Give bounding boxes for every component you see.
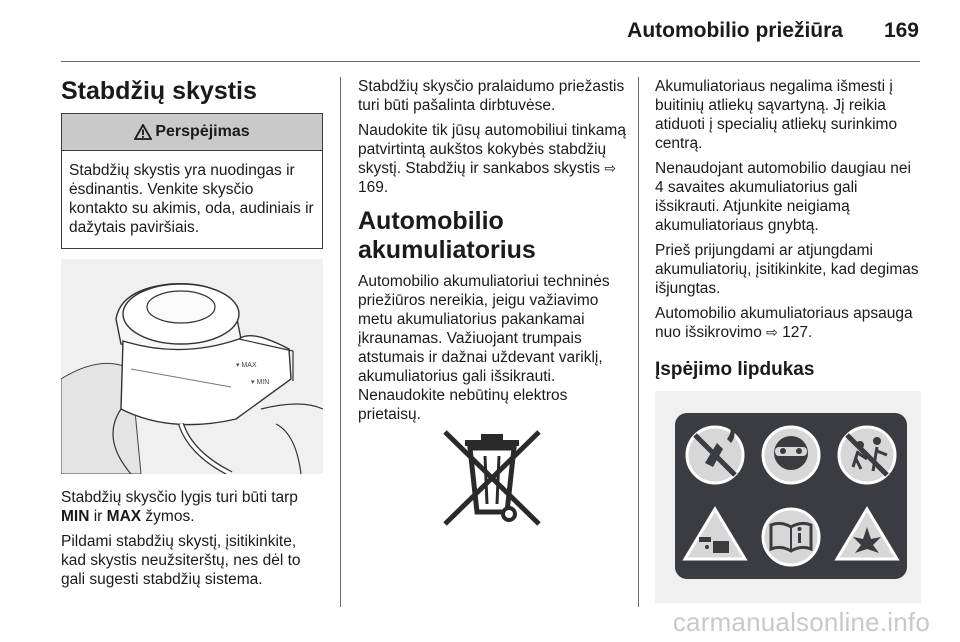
no-fire-sign (687, 425, 743, 483)
battery-warning-signs (655, 391, 921, 603)
keep-children-away-sign (839, 427, 895, 483)
max-mark: MAX (106, 508, 142, 525)
column-3 (655, 77, 921, 603)
read-manual-sign (763, 509, 819, 565)
min-mark: MIN (61, 508, 90, 525)
header-rule (61, 61, 920, 62)
section-title-battery: Automobilio akumuliatorius (358, 207, 536, 264)
battery-text: Automobilio akumuliatoriui techninės priežiūros nereikia, jeigu važiavimo metu akumuliatorius pakankamai įkraunamas. Važiuojant trumpais atstumais ir dažnai uždevant variklį, akumuliatorius gali išsikrauti. Nenaudokite nebūtinų elektros prietaisų. (358, 273, 610, 423)
refill-text: Pildami stabdžių skystį, įsitikinkite, kad skystis neužsiteršt‍ų, nes dėl to gali sugesti stabdžių sistema. (61, 533, 301, 588)
reference-arrow-icon: ⇨ (766, 324, 778, 340)
page-number: 169 (883, 19, 919, 42)
svg-text:▾ MAX: ▾ MAX (236, 362, 257, 369)
disposal-symbol (358, 430, 626, 530)
page-reference[interactable]: 127. (782, 324, 813, 341)
disposal-text: Akumuliatoriaus negalima išmesti į buitinių atliekų sąvartyną. Jį reikia atiduoti į specialių atliekų surinkimo centrą. (655, 78, 898, 152)
ignition-text: Prieš prijungdami ar atjungdami akumuliatorių, įsitikinkite, kad degimas išjungtas. (655, 242, 919, 297)
fluid-quality-text: Naudokite tik jūsų automobiliui tinkamą patvirtintą aukštos kokybės stabdžių skystį. Stabdžių ir sankabos skystis ⇨ 169. (358, 122, 626, 196)
warning-label: Perspėjimas (155, 123, 250, 140)
warning-body (62, 151, 322, 248)
discharge-protection-text: Automobilio akumuliatoriaus apsauga nuo išsikrovimo ⇨ 127. (655, 305, 913, 341)
watermark: carmanualsonline.info (672, 607, 930, 637)
running-title: Automobilio priežiūra (627, 19, 843, 42)
svg-text:▾ MIN: ▾ MIN (251, 379, 270, 386)
warning-box (61, 113, 323, 249)
warning-triangle-icon (134, 124, 152, 140)
reference-arrow-icon: ⇨ (604, 160, 617, 176)
eye-protection-sign (763, 427, 819, 483)
warning-header (62, 114, 322, 151)
column-1 (61, 77, 323, 595)
storage-text: Nenaudojant automobilio daugiau nei 4 savaites akumuliatorius gali išsikrauti. Atjunkite neigiamą akumuliatoriaus gnybtą. (655, 160, 911, 234)
page-reference[interactable]: 169. (358, 179, 389, 196)
brake-reservoir-drawing (61, 259, 323, 474)
column-2 (358, 77, 626, 530)
page-header (0, 0, 960, 62)
leak-text: Stabdžių skysčio pralaidumo priežastis turi būti pašalinta dirbtuvėse. (358, 78, 625, 114)
section-title-brake-fluid: Stabdžių skystis (61, 77, 257, 105)
warning-text: Stabdžių skystis yra nuodingas ir ėsdinantis. Venkite skysčio kontakto su akimis, oda, audiniais ir dažytais paviršiais. (69, 162, 314, 236)
warning-label-illustration (655, 391, 921, 603)
column-divider-1 (340, 77, 341, 607)
section-title-warning-label: Įspėjimo lipdukas (655, 359, 815, 380)
fluid-level-text: Stabdžių skysčio lygis turi būti tarp MIN ir MAX žymos. (61, 489, 298, 525)
column-divider-2 (638, 77, 639, 607)
brake-fluid-reservoir-illustration (61, 259, 323, 474)
crossed-out-bin-icon (437, 430, 547, 530)
